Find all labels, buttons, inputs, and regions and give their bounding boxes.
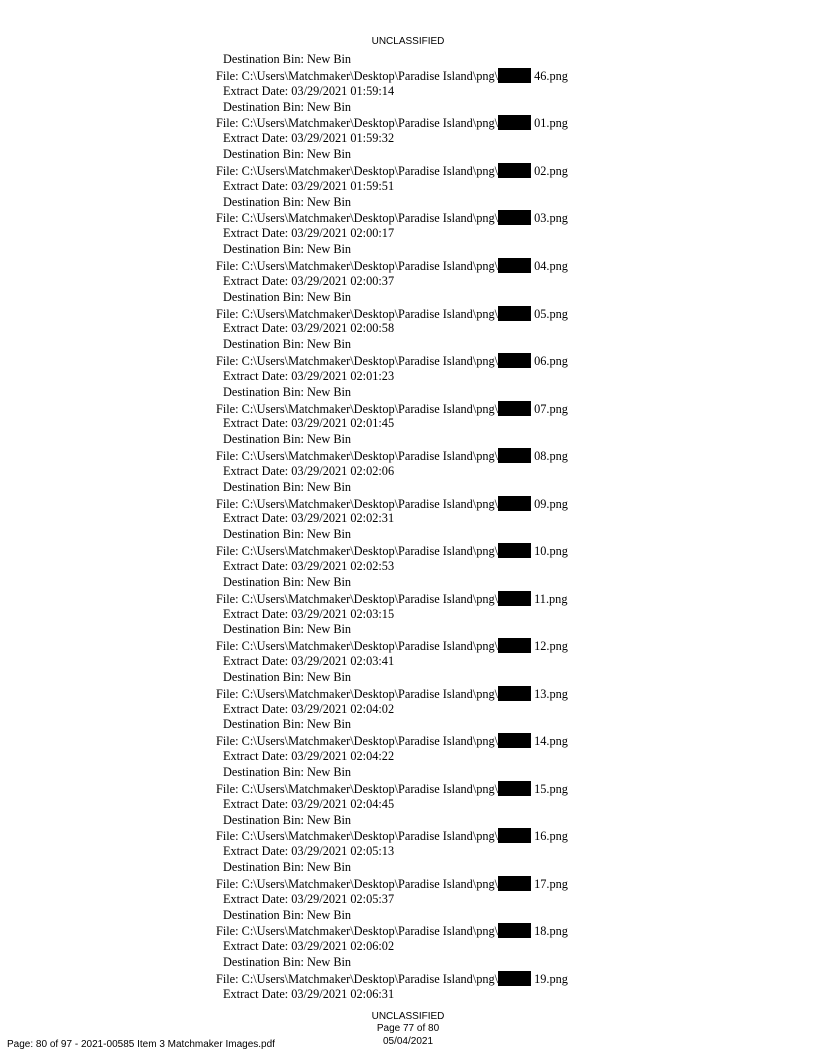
extract-date-line: Extract Date: 03/29/2021 02:02:53 <box>223 559 395 573</box>
extract-date-line: Extract Date: 03/29/2021 02:04:45 <box>223 796 395 811</box>
redaction-box <box>498 258 531 273</box>
file-line <box>216 876 616 892</box>
file-suffix: 17.png <box>534 876 568 891</box>
file-line <box>216 210 616 226</box>
file-path: File: C:\Users\Matchmaker\Desktop\Paradise Island\png\ <box>216 401 499 416</box>
extract-date-line: Extract Date: 03/29/2021 02:05:37 <box>223 891 395 906</box>
extract-date-line: Extract Date: 03/29/2021 02:00:37 <box>223 273 395 288</box>
redaction-box <box>498 876 531 891</box>
file-suffix: 05.png <box>534 306 568 321</box>
redaction-box <box>498 733 531 748</box>
file-suffix: 11.png <box>534 591 568 606</box>
redaction-box <box>498 448 531 463</box>
file-line <box>216 781 616 797</box>
extract-date-line: Extract Date: 03/29/2021 02:02:31 <box>223 511 395 526</box>
destination-line: Destination Bin: New Bin <box>223 622 352 637</box>
redaction-box <box>498 353 531 368</box>
file-path: File: C:\Users\Matchmaker\Desktop\Paradise Island\png\ <box>216 163 499 178</box>
extract-date-line: Extract Date: 03/29/2021 02:05:13 <box>223 844 395 859</box>
destination-line: Destination Bin: New Bin <box>223 147 352 162</box>
file-line <box>216 353 616 369</box>
file-path: File: C:\Users\Matchmaker\Desktop\Paradise Island\png\ <box>216 924 499 939</box>
redaction-box <box>498 68 531 83</box>
file-suffix: 04.png <box>534 258 568 273</box>
file-suffix: 13.png <box>534 686 568 701</box>
file-path: File: C:\Users\Matchmaker\Desktop\Paradise Island\png\ <box>216 544 499 559</box>
file-suffix: 16.png <box>534 829 568 844</box>
destination-line: Destination Bin: New Bin <box>223 337 352 352</box>
file-suffix: 10.png <box>534 544 568 559</box>
redaction-box <box>498 638 531 653</box>
footer-date: 05/04/2021 <box>382 1036 434 1047</box>
destination-line: Destination Bin: New Bin <box>223 955 352 970</box>
file-suffix: 06.png <box>534 354 568 369</box>
file-line <box>216 68 616 84</box>
extract-date-line: Extract Date: 03/29/2021 02:01:23 <box>223 368 395 383</box>
file-path: File: C:\Users\Matchmaker\Desktop\Paradise Island\png\ <box>216 971 499 986</box>
extract-date-line: Extract Date: 03/29/2021 02:04:22 <box>223 749 395 764</box>
file-line <box>216 401 616 417</box>
destination-line: Destination Bin: New Bin <box>223 289 352 304</box>
file-suffix: 02.png <box>534 163 568 178</box>
destination-line: Destination Bin: New Bin <box>223 812 352 827</box>
pdf-page-info: Page: 80 of 97 - 2021-00585 Item 3 Matchmaker Images.pdf <box>7 1039 275 1050</box>
redaction-box <box>498 496 531 511</box>
extract-date-line: Extract Date: 03/29/2021 02:06:02 <box>223 939 395 954</box>
file-line <box>216 733 616 749</box>
file-suffix: 46.png <box>534 68 568 83</box>
file-suffix: 01.png <box>534 116 568 131</box>
footer-page-number: Page 77 of 80 <box>376 1023 440 1034</box>
file-suffix: 03.png <box>534 211 568 226</box>
extract-date-line: Extract Date: 03/29/2021 02:01:45 <box>223 416 395 431</box>
destination-line: Destination Bin: New Bin <box>223 194 352 209</box>
file-path: File: C:\Users\Matchmaker\Desktop\Paradise Island\png\ <box>216 258 499 273</box>
destination-line: Destination Bin: New Bin <box>223 52 352 66</box>
extract-date-line: Extract Date: 03/29/2021 02:03:41 <box>223 654 395 669</box>
extract-date-line: Extract Date: 03/29/2021 01:59:51 <box>223 178 395 193</box>
extract-date-line: Extract Date: 03/29/2021 02:02:06 <box>223 463 395 478</box>
file-path: File: C:\Users\Matchmaker\Desktop\Paradise Island\png\ <box>216 686 499 701</box>
redaction-box <box>498 923 531 938</box>
destination-line: Destination Bin: New Bin <box>223 717 352 732</box>
destination-line: Destination Bin: New Bin <box>223 860 352 875</box>
file-suffix: 19.png <box>534 971 568 986</box>
extract-date-line: Extract Date: 03/29/2021 02:03:15 <box>223 606 395 621</box>
destination-line: Destination Bin: New Bin <box>223 99 352 114</box>
file-path: File: C:\Users\Matchmaker\Desktop\Paradise Island\png\ <box>216 591 499 606</box>
file-suffix: 14.png <box>534 734 568 749</box>
file-suffix: 12.png <box>534 639 568 654</box>
file-line <box>216 638 616 654</box>
file-path: File: C:\Users\Matchmaker\Desktop\Paradise Island\png\ <box>216 116 499 131</box>
file-line <box>216 971 616 987</box>
file-path: File: C:\Users\Matchmaker\Desktop\Paradise Island\png\ <box>216 449 499 464</box>
extract-date-line: Extract Date: 03/29/2021 01:59:14 <box>223 83 395 98</box>
redaction-box <box>498 686 531 701</box>
extract-date-line: Extract Date: 03/29/2021 02:06:31 <box>223 986 395 1001</box>
file-line <box>216 163 616 179</box>
footer-classification: UNCLASSIFIED <box>371 1011 445 1022</box>
file-line <box>216 448 616 464</box>
extract-date-line: Extract Date: 03/29/2021 02:04:02 <box>223 701 395 716</box>
file-line <box>216 258 616 274</box>
destination-line: Destination Bin: New Bin <box>223 574 352 589</box>
file-path: File: C:\Users\Matchmaker\Desktop\Paradise Island\png\ <box>216 68 499 83</box>
file-line <box>216 543 616 559</box>
destination-line: Destination Bin: New Bin <box>223 907 352 922</box>
extract-date-line: Extract Date: 03/29/2021 02:00:58 <box>223 321 395 336</box>
redaction-box <box>498 210 531 225</box>
redaction-box <box>498 115 531 130</box>
destination-line: Destination Bin: New Bin <box>223 764 352 779</box>
redaction-box <box>498 971 531 986</box>
redaction-box <box>498 163 531 178</box>
file-suffix: 09.png <box>534 496 568 511</box>
file-suffix: 18.png <box>534 924 568 939</box>
redaction-box <box>498 401 531 416</box>
file-path: File: C:\Users\Matchmaker\Desktop\Paradise Island\png\ <box>216 496 499 511</box>
file-path: File: C:\Users\Matchmaker\Desktop\Paradise Island\png\ <box>216 306 499 321</box>
file-path: File: C:\Users\Matchmaker\Desktop\Paradise Island\png\ <box>216 734 499 749</box>
file-path: File: C:\Users\Matchmaker\Desktop\Paradise Island\png\ <box>216 829 499 844</box>
file-line <box>216 115 616 131</box>
file-path: File: C:\Users\Matchmaker\Desktop\Paradise Island\png\ <box>216 354 499 369</box>
redaction-box <box>498 828 531 843</box>
file-line <box>216 686 616 702</box>
destination-line: Destination Bin: New Bin <box>223 242 352 257</box>
header-classification: UNCLASSIFIED <box>371 36 445 47</box>
redaction-box <box>498 781 531 796</box>
file-line <box>216 591 616 607</box>
file-line <box>216 923 616 939</box>
file-path: File: C:\Users\Matchmaker\Desktop\Paradise Island\png\ <box>216 781 499 796</box>
file-path: File: C:\Users\Matchmaker\Desktop\Paradise Island\png\ <box>216 876 499 891</box>
file-line <box>216 828 616 844</box>
file-path: File: C:\Users\Matchmaker\Desktop\Paradise Island\png\ <box>216 211 499 226</box>
destination-line: Destination Bin: New Bin <box>223 384 352 399</box>
file-line <box>216 496 616 512</box>
file-list <box>216 52 616 1003</box>
file-suffix: 08.png <box>534 449 568 464</box>
file-path: File: C:\Users\Matchmaker\Desktop\Paradise Island\png\ <box>216 639 499 654</box>
redaction-box <box>498 591 531 606</box>
file-suffix: 15.png <box>534 781 568 796</box>
file-suffix: 07.png <box>534 401 568 416</box>
extract-date-line: Extract Date: 03/29/2021 01:59:32 <box>223 131 395 146</box>
destination-line: Destination Bin: New Bin <box>223 527 352 542</box>
redaction-box <box>498 306 531 321</box>
redaction-box <box>498 543 531 558</box>
destination-line: Destination Bin: New Bin <box>223 669 352 684</box>
destination-line: Destination Bin: New Bin <box>223 479 352 494</box>
destination-line: Destination Bin: New Bin <box>223 432 352 447</box>
extract-date-line: Extract Date: 03/29/2021 02:00:17 <box>223 226 395 241</box>
file-line <box>216 306 616 322</box>
